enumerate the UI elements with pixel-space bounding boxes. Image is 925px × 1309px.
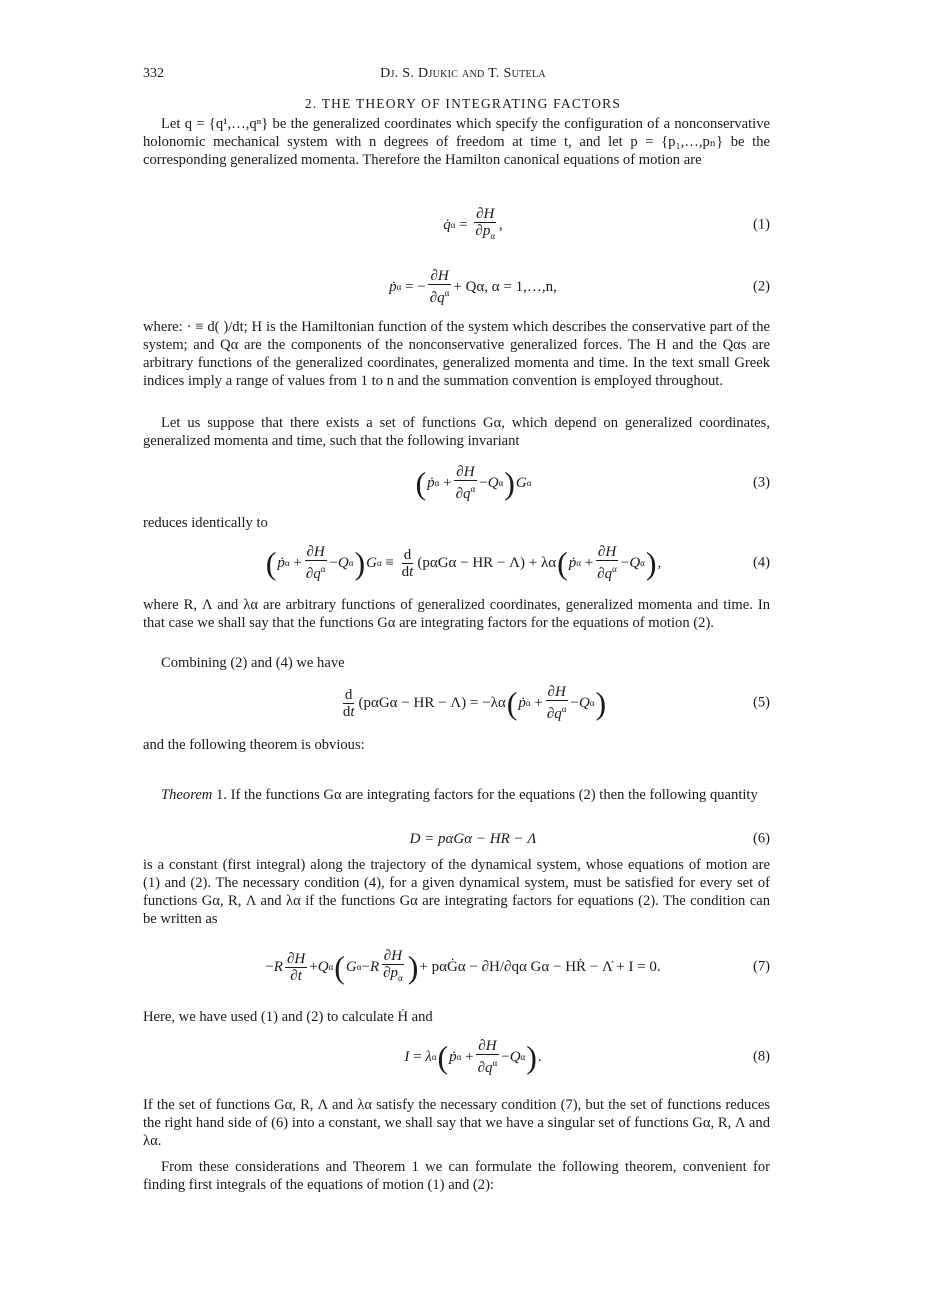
- equation-1: q̇ α = $\frac{\partial H}{\partial p_\alpha}$ , (1): [443, 206, 770, 241]
- equation-2: ṗ α = − $\frac{\partial H}{\partial q^\alpha}$ + Qα, α = 1,…,n, (2): [389, 268, 770, 306]
- paragraph-5: where R, Λ and λα are arbitrary functions of generalized coordinates, generalized momenta and time. In that case we shall say that the functions Gα are integrating factors for the equations of motion (2).: [143, 597, 770, 631]
- equation-number: (1): [752, 216, 770, 233]
- section-title: 2. THE THEORY OF INTEGRATING FACTORS: [304, 96, 622, 111]
- paragraph-4: reduces identically to: [143, 515, 268, 531]
- running-header: [143, 66, 783, 88]
- paragraph-10: Here, we have used (1) and (2) to calculate Ḣ and: [143, 1009, 433, 1025]
- equation-4-text: (pαGα − HR − Λ) + λα: [417, 554, 557, 571]
- paragraph-7: and the following theorem is obvious:: [143, 737, 365, 753]
- equation-8: I = λ α ( ṗ α + $\frac{\partial H}{\partial q^\alpha}$ − Q α ) . (8): [404, 1038, 770, 1076]
- equation-7: − R $\frac{\partial H}{\partial t}$ + Q α ( G α − R $\frac{\partial H}{\partial p_\alpha}$ ) + pαĠα − ∂H/∂qα Gα − HṘ − Λ̇ + I = 0. (7): [265, 948, 770, 985]
- equation-number: (8): [752, 1048, 770, 1065]
- equation-number: (6): [752, 830, 770, 847]
- paragraph-11: If the set of functions Gα, R, Λ and λα satisfy the necessary condition (7), but the set of functions reduces the right hand side of (6) into a constant, we shall say that we have a singular set of functions Gα, R, Λ and λα.: [143, 1097, 770, 1149]
- page-number: 332: [143, 66, 164, 81]
- running-authors: Dj. S. Djukic and T. Sutela: [380, 66, 546, 81]
- equation-5: $\frac{d}{dt}$ (pαGα − HR − Λ) = −λα ( ṗ α + $\frac{\partial H}{\partial q^\alpha}$ − Q α ) (5): [342, 684, 770, 722]
- equation-number: (5): [752, 694, 770, 711]
- equation-5-text: (pαGα − HR − Λ) = −λα: [358, 694, 506, 711]
- equation-3: ( ṗ α + $\frac{\partial H}{\partial q^\alpha}$ − Q α ) G α (3): [415, 464, 770, 502]
- paragraph-1: Let q = {q¹,…,qⁿ} be the generalized coordinates which specify the configuration of a nonconservative holonomic mechanical system with n degrees of freedom at time t, and let p = {p₁,…,pₙ} be the corresponding generalized momenta. Therefore the Hamilton canonical equations of motion are: [143, 116, 770, 168]
- paragraph-3: Let us suppose that there exists a set of functions Gα, which depend on generalized coordinates, generalized momenta and time, such that the following invariant: [143, 415, 770, 449]
- theorem-label: Theorem: [161, 787, 213, 803]
- equation-6-text: D = pαGα − HR − Λ: [409, 830, 537, 847]
- equation-4: ( ṗ α + $\frac{\partial H}{\partial q^\alpha}$ − Q α ) G α ≡ $\frac{d}{dt}$ (pαGα − HR − Λ) + λα ( ṗ α + $\frac{\partial H}{\partial q^\alpha}$ − Q α ) , (4): [265, 544, 770, 582]
- paragraph-2: where: · ≡ d( )/dt; H is the Hamiltonian function of the system which describes the conservative part of the system; and Qα are the components of the nonconservative generalized forces. The H and the Qαs are arbitrary functions of the generalized coordinates, generalized momenta and time. In the text small Greek indices imply a range of values from 1 to n and the summation convention is employed throughout.: [143, 319, 770, 389]
- paragraph-8: Theorem 1. If the functions Gα are integrating factors for the equations (2) then the following quantity: [161, 787, 758, 803]
- paragraph-12: From these considerations and Theorem 1 we can formulate the following theorem, convenient for finding first integrals of the equations of motion (1) and (2):: [143, 1159, 770, 1193]
- equation-number: (4): [752, 554, 770, 571]
- equation-number: (3): [752, 474, 770, 491]
- paragraph-9: is a constant (first integral) along the trajectory of the dynamical system, whose equations of motion are (1) and (2). The necessary condition (4), for a given dynamical system, must be satisfied for every set of functions Gα, R, Λ and λα if the functions Gα are integrating factors for equations (2). The condition can be written as: [143, 857, 770, 927]
- paragraph-6: Combining (2) and (4) we have: [161, 655, 345, 671]
- equation-number: (7): [752, 958, 770, 975]
- equation-2-tail: + Qα, α = 1,…,n,: [453, 278, 557, 295]
- equation-7-tail: + pαĠα − ∂H/∂qα Gα − HṘ − Λ̇ + I = 0.: [419, 958, 661, 975]
- equation-number: (2): [752, 278, 770, 295]
